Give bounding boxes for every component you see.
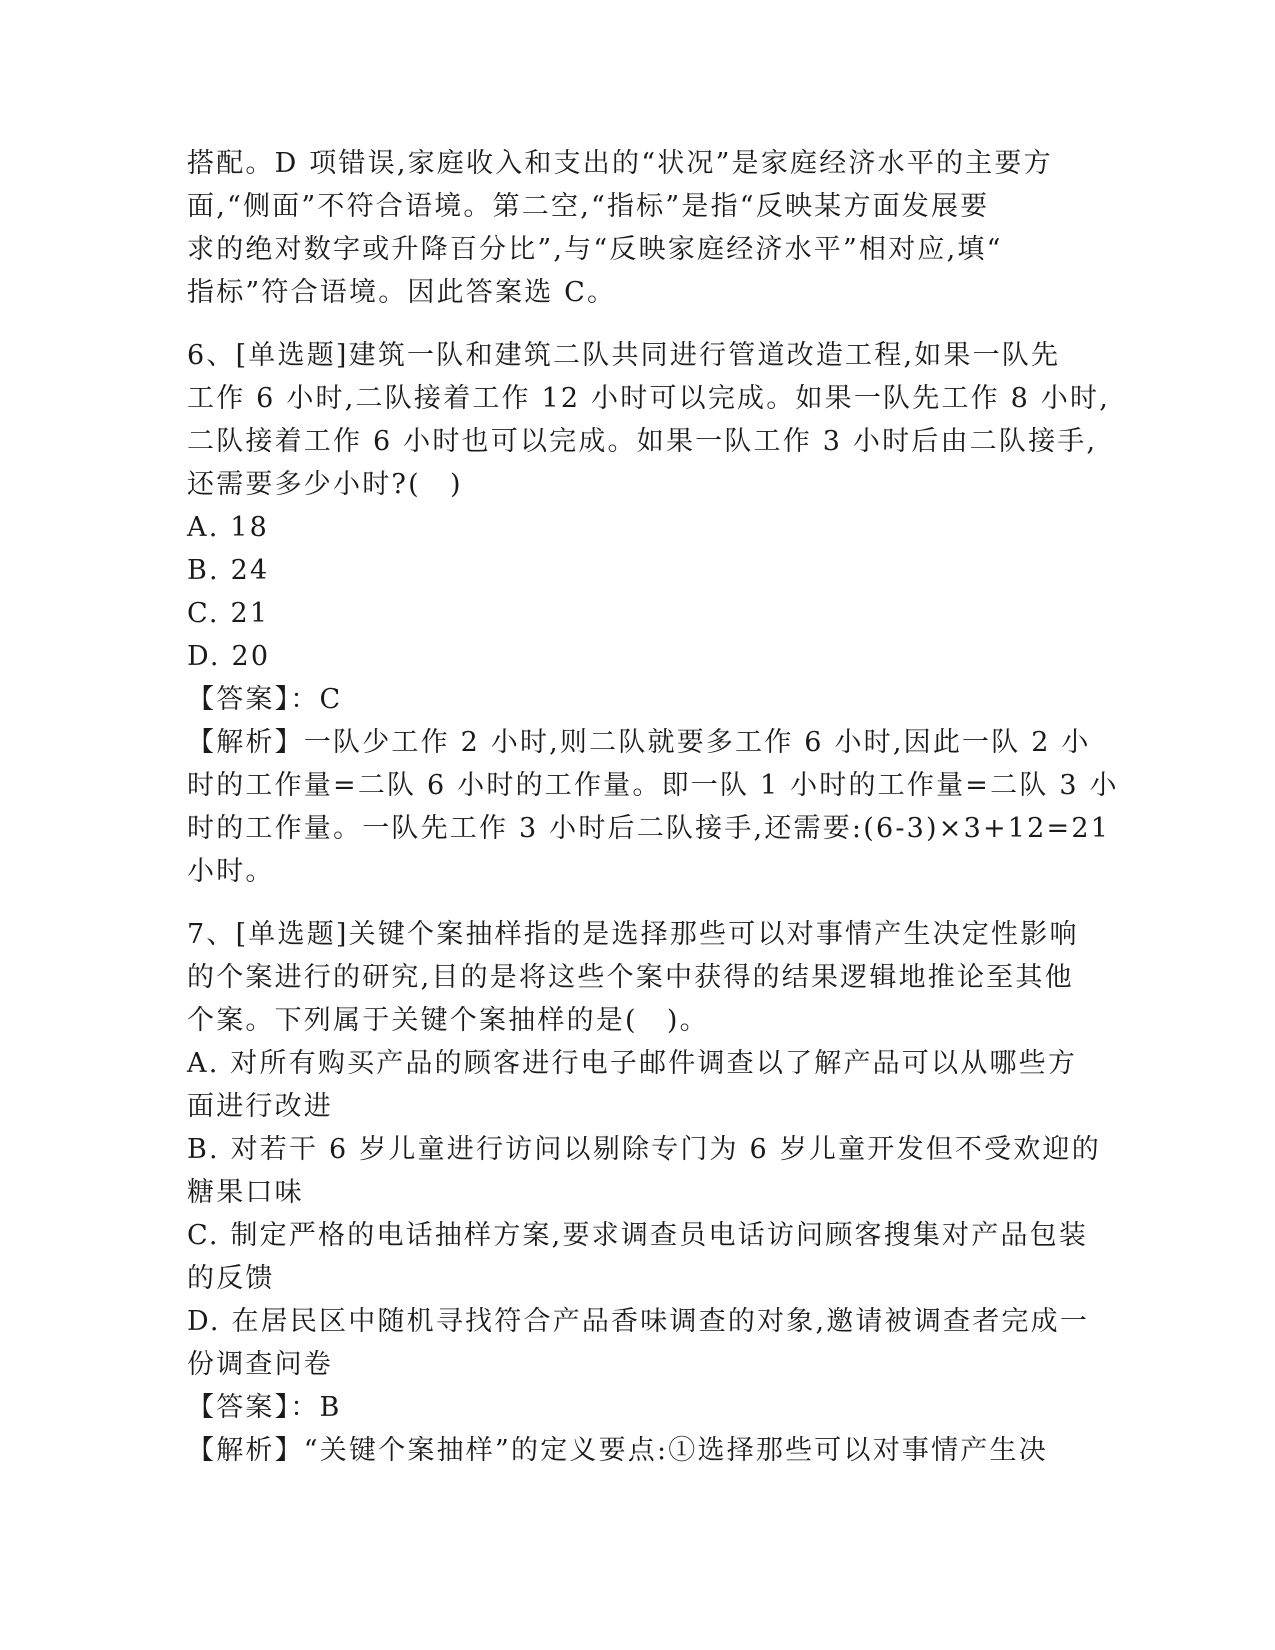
text-line: 指标”符合语境。因此答案选 C。: [187, 277, 617, 308]
option-a: A. 18: [187, 512, 270, 543]
answer-line: 【答案】：B: [187, 1392, 342, 1423]
question-text-line: 6、[单选题]建筑一队和建筑二队共同进行管道改造工程,如果一队先: [187, 340, 1061, 371]
question-text-line: 二队接着工作 6 小时也可以完成。如果一队工作 3 小时后由二队接手,: [187, 426, 1098, 457]
text-line: 面,“侧面”不符合语境。第二空,“指标”是指“反映某方面发展要: [187, 191, 990, 222]
explanation-line: 小时。: [187, 856, 275, 887]
paragraph-gap: [187, 314, 1072, 334]
explanation-line: 时的工作量。一队先工作 3 小时后二队接手,还需要:(6-3)×3+12=21: [187, 813, 1111, 844]
question-6: [187, 334, 1119, 893]
explanation-line: 时的工作量=二队 6 小时的工作量。即一队 1 小时的工作量=二队 3 小: [187, 770, 1119, 801]
question-text-line: 的个案进行的研究,目的是将这些个案中获得的结果逻辑地推论至其他: [187, 962, 1074, 993]
option-line: B. 对若干 6 岁儿童进行访问以剔除专门为 6 岁儿童开发但不受欢迎的: [187, 1134, 1101, 1165]
page-content: [187, 142, 1119, 1472]
explanation-line: 【解析】一队少工作 2 小时,则二队就要多工作 6 小时,因此一队 2 小: [187, 727, 1091, 758]
text-line: 搭配。D 项错误,家庭收入和支出的“状况”是家庭经济水平的主要方: [187, 148, 1053, 179]
text-line: 求的绝对数字或升降百分比”,与“反映家庭经济水平”相对应,填“: [187, 234, 1003, 265]
explanation-line: 【解析】“关键个案抽样”的定义要点:①选择那些可以对事情产生决: [187, 1435, 1048, 1466]
question-text-line: 个案。下列属于关键个案抽样的是( )。: [187, 1005, 709, 1036]
question-7: [187, 913, 1101, 1472]
answer-line: 【答案】：C: [187, 684, 343, 715]
option-c: C. 21: [187, 598, 270, 629]
question-text-line: 7、[单选题]关键个案抽样指的是选择那些可以对事情产生决定性影响: [187, 919, 1079, 950]
option-line: 糖果口味: [187, 1177, 304, 1208]
option-line: A. 对所有购买产品的顾客进行电子邮件调查以了解产品可以从哪些方: [187, 1048, 1078, 1079]
option-line: D. 在居民区中随机寻找符合产品香味调查的对象,邀请被调查者完成一: [187, 1306, 1090, 1337]
option-line: 份调查问卷: [187, 1349, 333, 1380]
option-line: 面进行改进: [187, 1091, 333, 1122]
option-d: D. 20: [187, 641, 271, 672]
question-text-line: 还需要多少小时?( ): [187, 469, 463, 500]
option-line: C. 制定严格的电话抽样方案,要求调查员电话访问顾客搜集对产品包装: [187, 1220, 1089, 1251]
option-b: B. 24: [187, 555, 270, 586]
option-line: 的反馈: [187, 1263, 275, 1294]
paragraph-gap: [187, 893, 1072, 913]
previous-explanation: [187, 142, 1072, 314]
question-text-line: 工作 6 小时,二队接着工作 12 小时可以完成。如果一队先工作 8 小时,: [187, 383, 1110, 414]
